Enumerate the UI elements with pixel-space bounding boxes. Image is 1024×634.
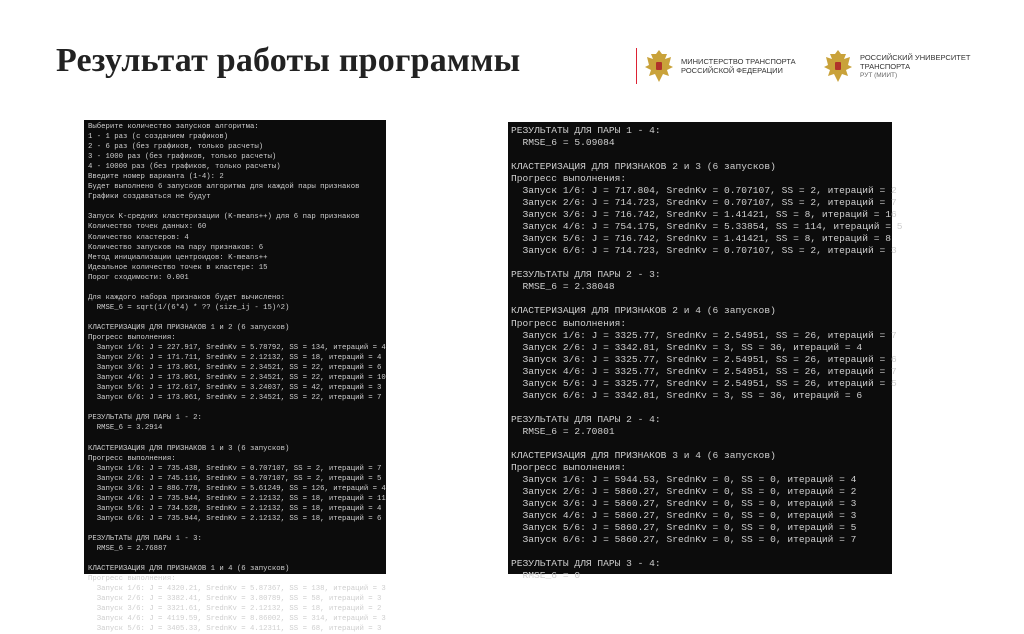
console-line: КЛАСТЕРИЗАЦИЯ ДЛЯ ПРИЗНАКОВ 2 и 3 (6 запусков): [511, 161, 776, 173]
console-line: Порог сходимости: 0.001: [88, 273, 189, 282]
console-line: Графики создаваться не будут: [88, 193, 211, 202]
console-line: [88, 433, 386, 443]
console-line: Запуск 3/6: J = 5860.27, SrednKv = 0, SS = 0, итераций = 3: [511, 497, 857, 509]
console-line: Идеальное количество точек в кластере: 15: [88, 263, 268, 272]
console-output-right: [508, 122, 903, 582]
double-headed-eagle-icon: [643, 46, 675, 86]
console-line: Запуск 5/6: J = 716.742, SrednKv = 1.41421, SS = 8, итераций = 8: [511, 233, 891, 245]
console-line: Запуск 5/6: J = 734.528, SrednKv = 2.12132, SS = 18, итераций = 4: [88, 504, 382, 513]
console-line: Запуск 6/6: J = 173.061, SrednKv = 2.34521, SS = 22, итераций = 7: [88, 394, 382, 403]
university-logo-text: [860, 53, 970, 80]
university-line3: РУТ (МИИТ): [860, 71, 898, 79]
console-line: Введите номер варианта (1-4): 2: [88, 173, 224, 182]
console-line: RMSE_6 = 5.09084: [511, 137, 615, 149]
console-line: Количество точек данных: 60: [88, 223, 207, 232]
console-line: КЛАСТЕРИЗАЦИЯ ДЛЯ ПРИЗНАКОВ 2 и 4 (6 запусков): [511, 305, 776, 317]
console-line: Запуск 1/6: J = 4320.21, SrednKv = 5.87367, SS = 138, итераций = 3: [88, 585, 386, 594]
console-line: [511, 257, 892, 269]
console-line: Прогресс выполнения:: [511, 461, 627, 473]
console-line: Запуск 5/6: J = 3405.33, SrednKv = 4.12311, SS = 68, итераций = 3: [88, 625, 382, 634]
console-line: Запуск 6/6: J = 714.723, SrednKv = 0.707107, SS = 2, итераций = 3: [511, 245, 897, 257]
slide-title: Результат работы программы: [56, 42, 521, 79]
console-line: [88, 554, 386, 564]
university-line2: ТРАНСПОРТА: [860, 61, 911, 71]
console-line: КЛАСТЕРИЗАЦИЯ ДЛЯ ПРИЗНАКОВ 1 и 4 (6 запусков): [88, 565, 290, 574]
console-line: [511, 438, 892, 450]
console-line: Запуск 3/6: J = 173.061, SrednKv = 2.34521, SS = 22, итераций = 6: [88, 364, 382, 373]
console-line: [511, 546, 892, 558]
console-line: Запуск 2/6: J = 3342.81, SrednKv = 3, SS = 36, итераций = 4: [511, 341, 863, 353]
console-line: РЕЗУЛЬТАТЫ ДЛЯ ПАРЫ 3 - 4:: [511, 558, 661, 570]
ministry-logo-text: [681, 57, 796, 75]
console-line: РЕЗУЛЬТАТЫ ДЛЯ ПАРЫ 1 - 4:: [511, 125, 661, 136]
console-line: [88, 313, 386, 323]
console-line: Запуск 3/6: J = 716.742, SrednKv = 1.41421, SS = 8, итераций = 16: [511, 209, 897, 221]
console-line: Запуск K-средних кластеризации (K-means++) для 6 пар признаков: [88, 213, 360, 222]
console-line: Запуск 6/6: J = 735.944, SrednKv = 2.12132, SS = 18, итераций = 6: [88, 514, 382, 523]
double-headed-eagle-icon: [822, 46, 854, 86]
console-line: Запуск 1/6: J = 735.438, SrednKv = 0.707107, SS = 2, итераций = 7: [88, 464, 382, 473]
console-line: [511, 402, 892, 414]
console-line: Прогресс выполнения:: [88, 333, 176, 342]
console-line: Запуск 3/6: J = 3325.77, SrednKv = 2.54951, SS = 26, итераций = 6: [511, 353, 897, 365]
console-line: [88, 524, 386, 534]
console-line: Прогресс выполнения:: [88, 575, 176, 584]
console-line: Прогресс выполнения:: [511, 173, 627, 185]
console-line: Количество запусков на пару признаков: 6: [88, 243, 264, 252]
console-line: РЕЗУЛЬТАТЫ ДЛЯ ПАРЫ 2 - 3:: [511, 269, 661, 281]
console-line: 4 - 10000 раз (без графиков, только расчеты): [88, 163, 281, 172]
console-line: Прогресс выполнения:: [511, 317, 627, 329]
console-line: Запуск 5/6: J = 5860.27, SrednKv = 0, SS = 0, итераций = 5: [511, 522, 857, 534]
console-output-left: [84, 120, 386, 634]
console-line: RMSE_6 = 3.2914: [88, 424, 163, 433]
console-line: RMSE_6 = 2.70801: [511, 425, 615, 437]
console-line: [511, 149, 892, 161]
console-line: [88, 202, 386, 212]
console-line: RMSE_6 = sqrt(1/(6*4) * ?? (size_ij - 15)^2): [88, 303, 290, 312]
console-line: Запуск 6/6: J = 3342.81, SrednKv = 3, SS = 36, итераций = 6: [511, 389, 863, 401]
console-line: Запуск 2/6: J = 714.723, SrednKv = 0.707107, SS = 2, итераций = 7: [511, 197, 897, 209]
console-line: RMSE_6 = 0: [511, 570, 581, 582]
console-line: Запуск 1/6: J = 227.917, SrednKv = 5.78792, SS = 134, итераций = 4: [88, 344, 386, 353]
console-line: РЕЗУЛЬТАТЫ ДЛЯ ПАРЫ 1 - 3:: [88, 534, 202, 543]
ministry-logo: [636, 46, 796, 86]
console-line: RMSE_6 = 2.38048: [511, 281, 615, 293]
console-line: Запуск 3/6: J = 886.778, SrednKv = 5.61249, SS = 126, итераций = 4: [88, 484, 386, 493]
university-logo: [822, 46, 970, 86]
console-line: Для каждого набора признаков будет вычислено:: [88, 293, 286, 302]
console-line: Запуск 1/6: J = 5944.53, SrednKv = 0, SS = 0, итераций = 4: [511, 473, 857, 485]
console-line: Будет выполнено 6 запусков алгоритма для каждой пары признаков: [88, 183, 360, 192]
console-line: Запуск 4/6: J = 3325.77, SrednKv = 2.54951, SS = 26, итераций = 7: [511, 365, 897, 377]
console-line: Запуск 2/6: J = 3382.41, SrednKv = 3.80789, SS = 58, итераций = 3: [88, 595, 382, 604]
console-line: Запуск 1/6: J = 3325.77, SrednKv = 2.54951, SS = 26, итераций = 7: [511, 329, 897, 341]
console-line: Запуск 4/6: J = 735.944, SrednKv = 2.12132, SS = 18, итераций = 11: [88, 494, 386, 503]
university-line1: РОССИЙСКИЙ УНИВЕРСИТЕТ: [860, 52, 971, 62]
console-line: Запуск 2/6: J = 745.116, SrednKv = 0.707107, SS = 2, итераций = 5: [88, 474, 382, 483]
console-line: Запуск 5/6: J = 3325.77, SrednKv = 2.54951, SS = 26, итераций = 5: [511, 377, 897, 389]
console-line: Прогресс выполнения:: [88, 454, 176, 463]
console-line: КЛАСТЕРИЗАЦИЯ ДЛЯ ПРИЗНАКОВ 3 и 4 (6 запусков): [511, 449, 776, 461]
console-line: Количество кластеров: 4: [88, 233, 189, 242]
console-line: Запуск 5/6: J = 172.617, SrednKv = 3.24037, SS = 42, итераций = 3: [88, 384, 382, 393]
console-line: 1 - 1 раз (с созданием графиков): [88, 133, 229, 142]
console-line: Запуск 2/6: J = 5860.27, SrednKv = 0, SS = 0, итераций = 2: [511, 485, 857, 497]
logo-separator: [636, 48, 637, 84]
console-line: Запуск 4/6: J = 5860.27, SrednKv = 0, SS = 0, итераций = 3: [511, 510, 857, 521]
console-line: РЕЗУЛЬТАТЫ ДЛЯ ПАРЫ 2 - 4:: [511, 413, 661, 425]
console-line: [88, 283, 386, 293]
console-line: Метод инициализации центроидов: K-means++: [88, 253, 268, 262]
console-line: Запуск 4/6: J = 754.175, SrednKv = 5.33854, SS = 114, итераций = 5: [511, 221, 903, 233]
console-line: Запуск 1/6: J = 717.804, SrednKv = 0.707107, SS = 2, итераций = 2: [511, 185, 897, 197]
console-line: Запуск 6/6: J = 5860.27, SrednKv = 0, SS = 0, итераций = 7: [511, 534, 857, 546]
console-line: КЛАСТЕРИЗАЦИЯ ДЛЯ ПРИЗНАКОВ 1 и 2 (6 запусков): [88, 323, 290, 332]
console-line: РЕЗУЛЬТАТЫ ДЛЯ ПАРЫ 1 - 2:: [88, 414, 202, 423]
console-line: 2 - 6 раз (без графиков, только расчеты): [88, 143, 264, 152]
console-line: [511, 293, 892, 305]
console-line: Запуск 2/6: J = 171.711, SrednKv = 2.12132, SS = 18, итераций = 4: [88, 354, 382, 363]
console-line: Выберите количество запусков алгоритма:: [88, 123, 259, 131]
console-line: КЛАСТЕРИЗАЦИЯ ДЛЯ ПРИЗНАКОВ 1 и 3 (6 запусков): [88, 444, 290, 453]
ministry-line2: РОССИЙСКОЙ ФЕДЕРАЦИИ: [681, 66, 783, 75]
console-line: RMSE_6 = 2.76887: [88, 544, 167, 553]
console-line: [88, 403, 386, 413]
console-line: Запуск 3/6: J = 3321.61, SrednKv = 2.12132, SS = 18, итераций = 2: [88, 605, 382, 614]
ministry-line1: МИНИСТЕРСТВО ТРАНСПОРТА: [681, 57, 796, 66]
console-line: Запуск 4/6: J = 4119.59, SrednKv = 8.86002, SS = 314, итераций = 3: [88, 615, 386, 624]
console-line: 3 - 1000 раз (без графиков, только расчеты): [88, 153, 277, 162]
console-line: Запуск 4/6: J = 173.061, SrednKv = 2.34521, SS = 22, итераций = 10: [88, 374, 386, 383]
